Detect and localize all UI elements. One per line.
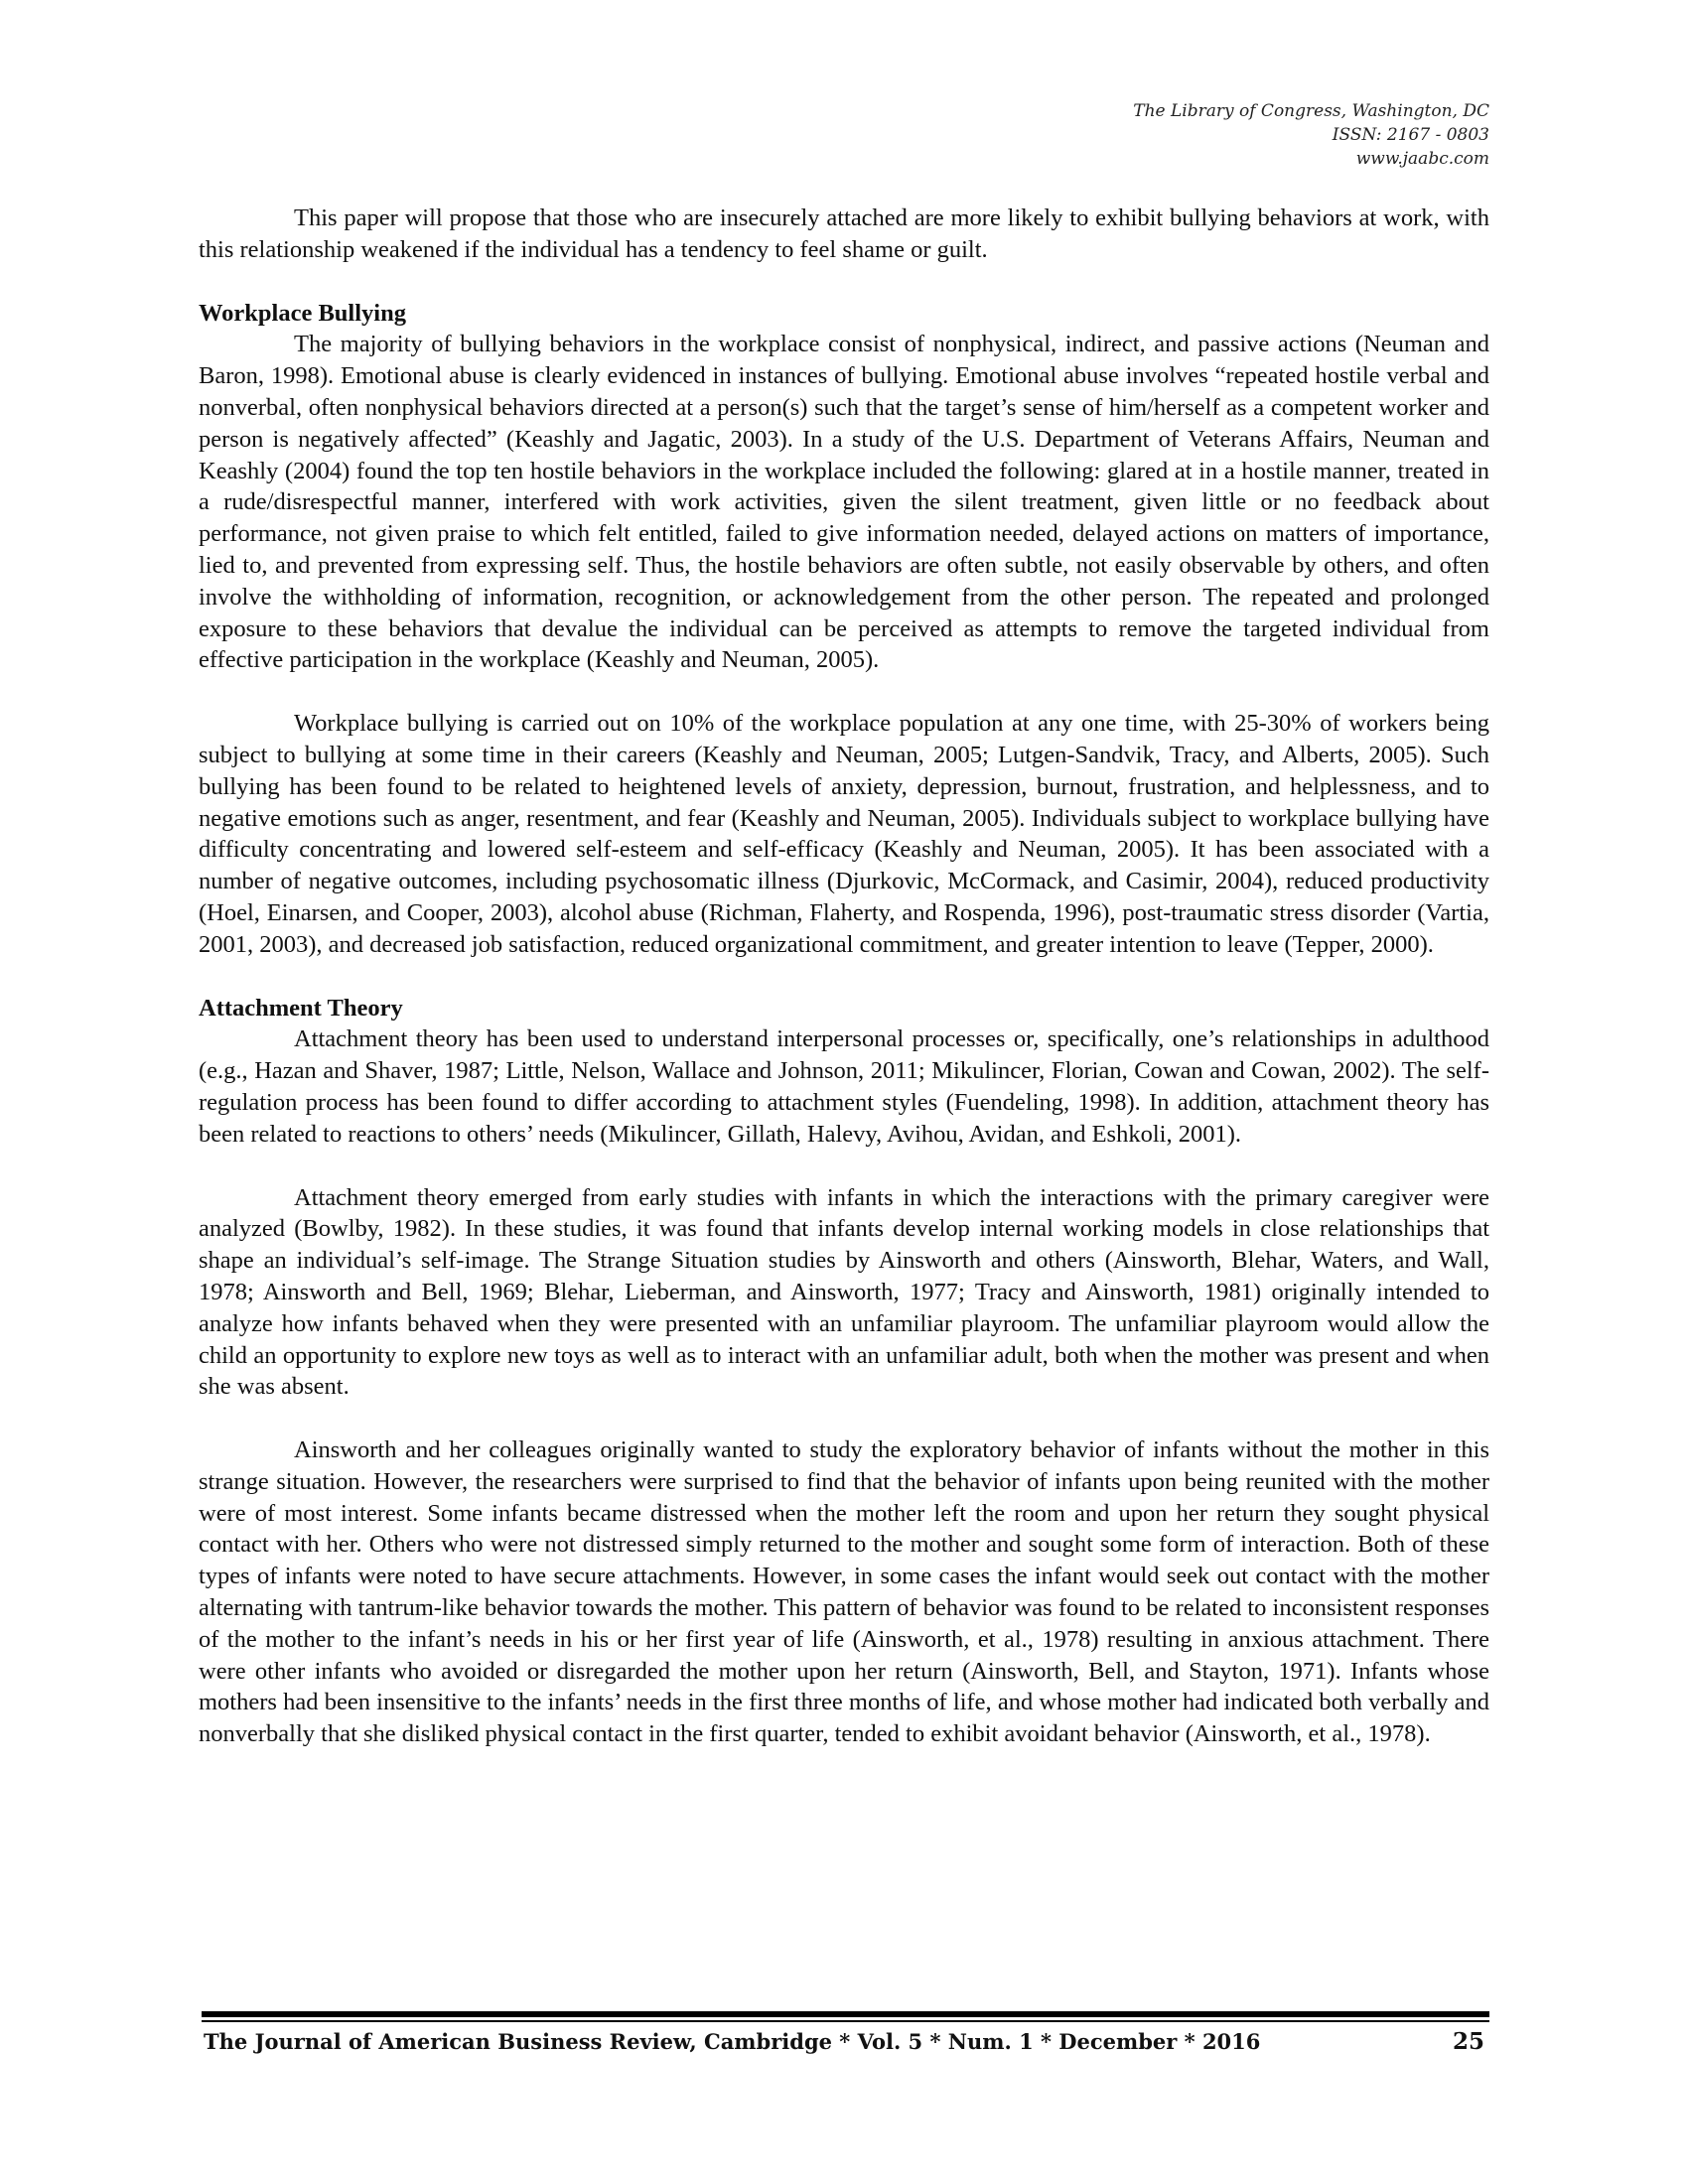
footer-journal-citation: The Journal of American Business Review, Cambridge * Vol. 5 * Num. 1 * December * 2016: [204, 2029, 1261, 2054]
footer-rule-thin: [202, 2020, 1489, 2022]
paragraph: Attachment theory has been used to understand interpersonal processes or, specifically, one’s relationships in adulthood (e.g., Hazan and Shaver, 1987; Little, Nelson, Wallace and Johnson, 2011; Mikulincer, Florian, Cowan and Cowan, 2002). The self-regulation process has been found to differ according to attachment styles (Fuendeling, 1998). In addition, attachment theory has been related to reactions to others’ needs (Mikulincer, Gillath, Halevy, Avihou, Avidan, and Eshkoli, 2001).: [199, 1025, 1489, 1148]
page-number: 25: [1452, 2028, 1484, 2055]
intro-paragraph: This paper will propose that those who are insecurely attached are more likely to exhibit bullying behaviors at work, with this relationship weakened if the individual has a tendency to feel shame or guilt.: [199, 205, 1489, 263]
body-text: [199, 203, 1489, 1782]
paragraph: Attachment theory emerged from early studies with infants in which the interactions with the primary caregiver were analyzed (Bowlby, 1982). In these studies, it was found that infants develop internal working models in close relationships that shape an individual’s self-image. The Strange Situation studies by Ainsworth and others (Ainsworth, Blehar, Waters, and Wall, 1978; Ainsworth and Bell, 1969; Blehar, Lieberman, and Ainsworth, 1977; Tracy and Ainsworth, 1981) originally intended to analyze how infants behaved when they were presented with an unfamiliar playroom. The unfamiliar playroom would allow the child an opportunity to explore new toys as well as to interact with an unfamiliar adult, both when the mother was present and when she was absent.: [199, 1183, 1489, 1401]
header-issn: ISSN: 2167 - 0803: [1332, 125, 1489, 145]
header-website: www.jaabc.com: [1355, 149, 1489, 169]
page-header: [1133, 99, 1489, 171]
paragraph: The majority of bullying behaviors in the workplace consist of nonphysical, indirect, and passive actions (Neuman and Baron, 1998). Emotional abuse is clearly evidenced in instances of bullying. Emotional abuse involves “repeated hostile verbal and nonverbal, often nonphysical behaviors directed at a person(s) such that the target’s sense of him/herself as a competent worker and person is negatively affected” (Keashly and Jagatic, 2003). In a study of the U.S. Department of Veterans Affairs, Neuman and Keashly (2004) found the top ten hostile behaviors in the workplace included the following: glared at in a hostile manner, treated in a rude/disrespectful manner, interfered with work activities, given the silent treatment, given little or no feedback about performance, not given praise to which felt entitled, failed to give information needed, delayed actions on matters of importance, lied to, and prevented from expressing self. Thus, the hostile behaviors are often subtle, not easily observable by others, and often involve the withholding of information, recognition, or acknowledgement from the other person. The repeated and prolonged exposure to these behaviors that devalue the individual can be perceived as attempts to remove the targeted individual from effective participation in the workplace (Keashly and Neuman, 2005).: [199, 331, 1489, 674]
section-heading-workplace-bullying: Workplace Bullying: [199, 299, 406, 327]
footer-rule-thick: [202, 2011, 1489, 2017]
paragraph: Ainsworth and her colleagues originally wanted to study the exploratory behavior of infants without the mother in this strange situation. However, the researchers were surprised to find that the behavior of infants upon being reunited with the mother were of most interest. Some infants became distressed when the mother left the room and upon her return they sought physical contact with her. Others who were not distressed simply returned to the mother and sought some form of interaction. Both of these types of infants were noted to have secure attachments. However, in some cases the infant would seek out contact with the mother alternating with tantrum-like behavior towards the mother. This pattern of behavior was found to be related to inconsistent responses of the mother to the infant’s needs in his or her first year of life (Ainsworth, et al., 1978) resulting in anxious attachment. There were other infants who avoided or disregarded the mother upon her return (Ainsworth, Bell, and Stayton, 1971). Infants whose mothers had been insensitive to the infants’ needs in the first three months of life, and whose mother had indicated both verbally and nonverbally that she disliked physical contact in the first quarter, tended to exhibit avoidant behavior (Ainsworth, et al., 1978).: [199, 1436, 1489, 1748]
header-publisher: The Library of Congress, Washington, DC: [1133, 101, 1489, 121]
paragraph: Workplace bullying is carried out on 10% of the workplace population at any one time, with 25-30% of workers being subject to bullying at some time in their careers (Keashly and Neuman, 2005; Lutgen-Sandvik, Tracy, and Alberts, 2005). Such bullying has been found to be related to heightened levels of anxiety, depression, burnout, frustration, and helplessness, and to negative emotions such as anger, resentment, and fear (Keashly and Neuman, 2005). Individuals subject to workplace bullying have difficulty concentrating and lowered self-esteem and self-efficacy (Keashly and Neuman, 2005). It has been associated with a number of negative outcomes, including psychosomatic illness (Djurkovic, McCormack, and Casimir, 2004), reduced productivity (Hoel, Einarsen, and Cooper, 2003), alcohol abuse (Richman, Flaherty, and Rospenda, 1996), post-traumatic stress disorder (Vartia, 2001, 2003), and decreased job satisfaction, reduced organizational commitment, and greater intention to leave (Tepper, 2000).: [199, 710, 1489, 958]
section-heading-attachment-theory: Attachment Theory: [199, 994, 403, 1022]
